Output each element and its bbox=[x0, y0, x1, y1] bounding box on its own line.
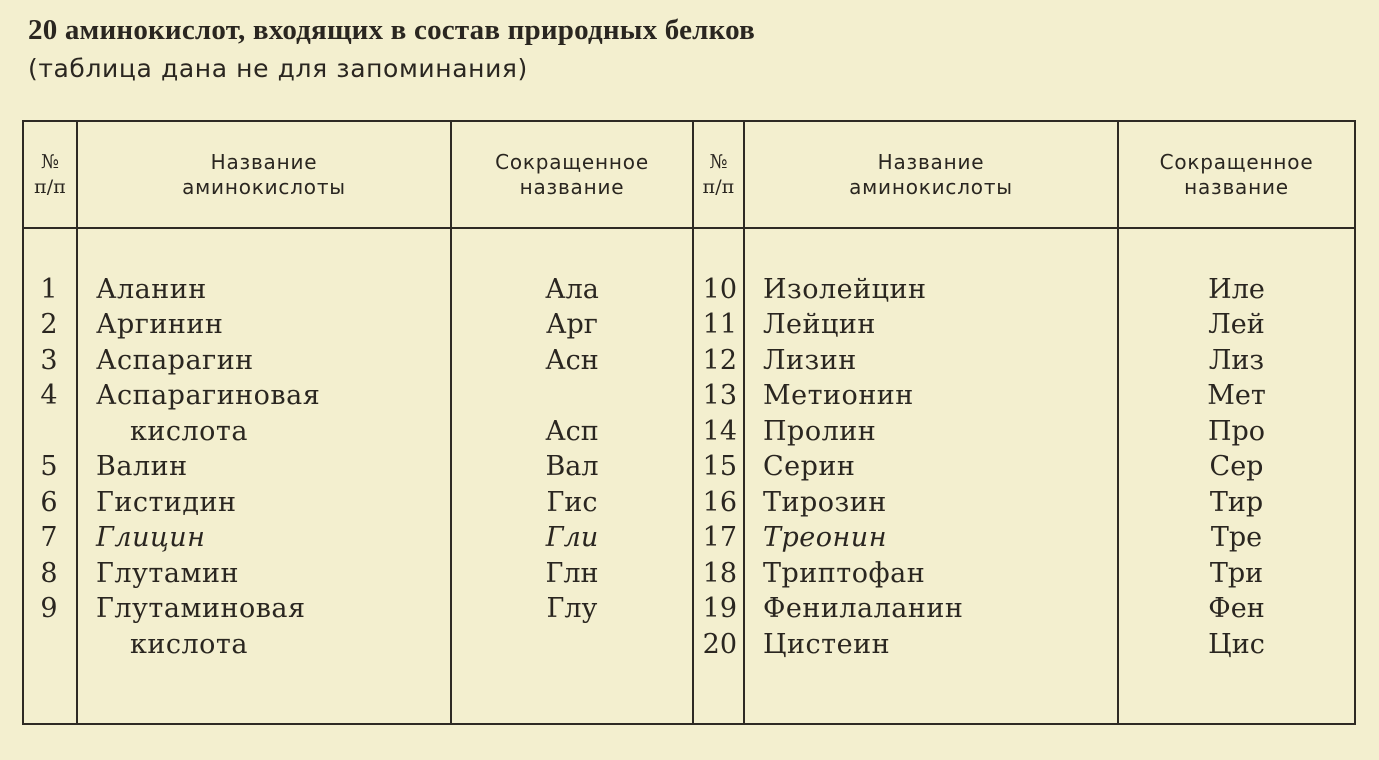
amino-acid-abbr: Ала bbox=[545, 274, 599, 305]
page-subtitle: (таблица дана не для запоминания) bbox=[28, 54, 528, 83]
header-abbr-line1: Сокращенное bbox=[495, 149, 649, 174]
header-name-line2: аминокислоты bbox=[849, 174, 1013, 199]
amino-acid-name: Изолейцин bbox=[763, 274, 927, 305]
amino-acid-name: Триптофан bbox=[763, 558, 926, 589]
amino-acid-abbr: Арг bbox=[546, 309, 598, 340]
amino-acid-name-continued: кислота bbox=[130, 629, 248, 660]
amino-acid-name: Аланин bbox=[96, 274, 207, 305]
amino-acid-table bbox=[22, 120, 1356, 725]
amino-acid-name: Лейцин bbox=[763, 309, 876, 340]
amino-acid-name: Глицин bbox=[96, 522, 206, 553]
header-num-line1: № bbox=[41, 150, 59, 173]
header-name-line1: Название bbox=[877, 149, 985, 174]
row-num: 14 bbox=[702, 416, 737, 447]
amino-acid-abbr: Цис bbox=[1208, 629, 1265, 660]
header-name-line1: Название bbox=[210, 149, 318, 174]
amino-acid-name: Глутаминовая bbox=[96, 593, 306, 624]
amino-acid-abbr: Сер bbox=[1209, 451, 1264, 482]
amino-acid-name-continued: кислота bbox=[130, 416, 248, 447]
amino-acid-name: Гистидин bbox=[96, 487, 237, 518]
row-num: 2 bbox=[40, 309, 58, 340]
amino-acid-name: Валин bbox=[96, 451, 188, 482]
header-num-line2: п/п bbox=[702, 175, 735, 198]
header-name-left bbox=[78, 122, 450, 227]
row-num: 7 bbox=[40, 522, 58, 553]
amino-acid-abbr: Асп bbox=[545, 416, 599, 447]
row-num: 9 bbox=[40, 593, 58, 624]
header-num-line2: п/п bbox=[34, 175, 66, 198]
amino-acid-name: Метионин bbox=[763, 380, 914, 411]
amino-acid-name: Тирозин bbox=[763, 487, 887, 518]
amino-acid-name: Глутамин bbox=[96, 558, 239, 589]
header-num-left bbox=[24, 122, 76, 227]
row-num: 18 bbox=[702, 558, 737, 589]
header-abbr-right bbox=[1119, 122, 1354, 227]
amino-acid-name: Лизин bbox=[763, 345, 857, 376]
header-name-line2: аминокислоты bbox=[182, 174, 346, 199]
amino-acid-name: Серин bbox=[763, 451, 856, 482]
amino-acid-abbr: Тре bbox=[1210, 522, 1263, 553]
row-num: 12 bbox=[702, 345, 737, 376]
header-num-right bbox=[694, 122, 743, 227]
amino-acid-abbr: Глн bbox=[545, 558, 599, 589]
row-num: 5 bbox=[40, 451, 58, 482]
header-abbr-line2: название bbox=[519, 174, 625, 199]
amino-acid-name: Пролин bbox=[763, 416, 877, 447]
page-title: 20 аминокислот, входящих в состав природных белков bbox=[28, 14, 755, 46]
amino-acid-name: Аспарагиновая bbox=[96, 380, 321, 411]
row-num: 17 bbox=[702, 522, 737, 553]
row-num: 20 bbox=[702, 629, 737, 660]
row-num: 16 bbox=[702, 487, 737, 518]
row-num: 4 bbox=[40, 380, 58, 411]
header-abbr-left bbox=[452, 122, 692, 227]
row-num: 8 bbox=[40, 558, 58, 589]
header-abbr-line1: Сокращенное bbox=[1159, 149, 1314, 174]
row-num: 15 bbox=[702, 451, 737, 482]
row-num: 1 bbox=[40, 274, 58, 305]
amino-acid-abbr: Глу bbox=[546, 593, 598, 624]
amino-acid-abbr: Лиз bbox=[1208, 345, 1265, 376]
row-num: 10 bbox=[702, 274, 737, 305]
row-num: 19 bbox=[702, 593, 737, 624]
amino-acid-abbr: Лей bbox=[1208, 309, 1265, 340]
amino-acid-abbr: Иле bbox=[1208, 274, 1265, 305]
header-num-line1: № bbox=[709, 150, 728, 173]
row-num: 11 bbox=[702, 309, 737, 340]
amino-acid-abbr: Гли bbox=[545, 522, 599, 553]
amino-acid-abbr: Три bbox=[1209, 558, 1264, 589]
header-divider bbox=[24, 227, 1354, 229]
amino-acid-name: Цистеин bbox=[763, 629, 891, 660]
amino-acid-name: Треонин bbox=[763, 522, 887, 553]
amino-acid-abbr: Мет bbox=[1207, 380, 1266, 411]
amino-acid-name: Фенилаланин bbox=[763, 593, 964, 624]
amino-acid-abbr: Тир bbox=[1209, 487, 1264, 518]
amino-acid-name: Аргинин bbox=[96, 309, 224, 340]
amino-acid-abbr: Фен bbox=[1208, 593, 1265, 624]
amino-acid-abbr: Про bbox=[1207, 416, 1266, 447]
amino-acid-abbr: Вал bbox=[545, 451, 599, 482]
header-abbr-line2: название bbox=[1184, 174, 1289, 199]
amino-acid-abbr: Асн bbox=[545, 345, 599, 376]
amino-acid-name: Аспарагин bbox=[96, 345, 254, 376]
row-num: 6 bbox=[40, 487, 58, 518]
amino-acid-abbr: Гис bbox=[546, 487, 598, 518]
header-name-right bbox=[745, 122, 1117, 227]
row-num: 3 bbox=[40, 345, 58, 376]
row-num: 13 bbox=[702, 380, 737, 411]
